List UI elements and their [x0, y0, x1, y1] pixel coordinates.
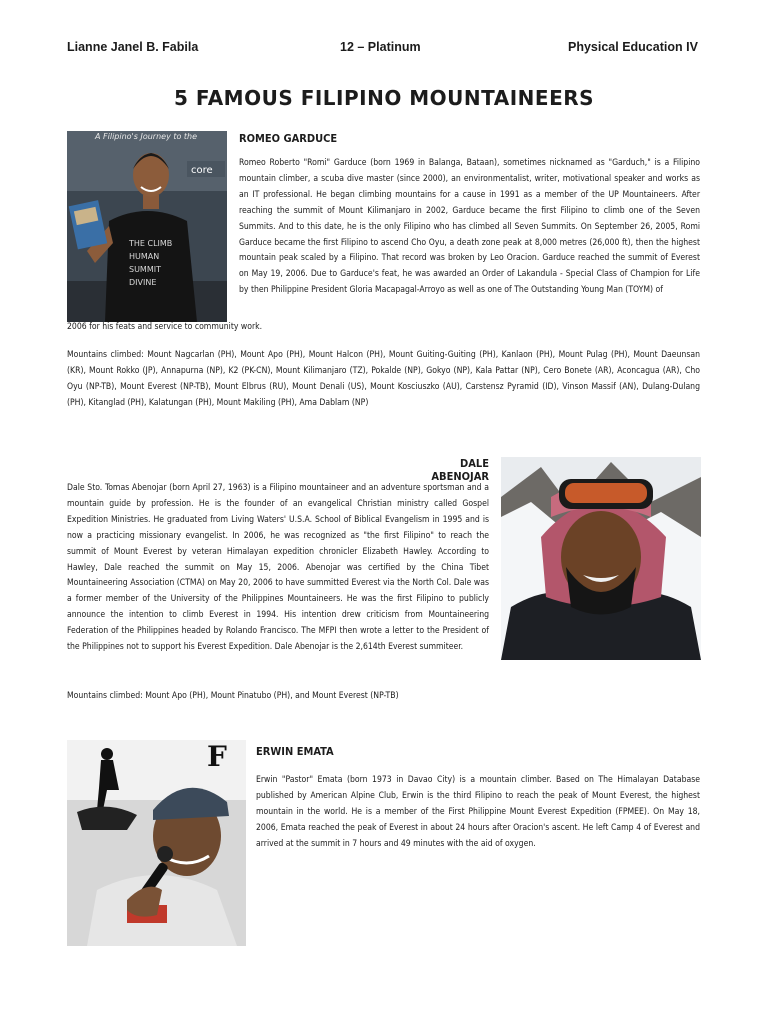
dale-abenojar-name: DALE ABENOJAR — [431, 457, 489, 483]
svg-text:F: F — [207, 740, 227, 773]
romeo-garduce-name: ROMEO GARDUCE — [239, 132, 338, 145]
banner-text: A Filipino's Journey to the — [95, 132, 198, 141]
erwin-emata-name: ERWIN EMATA — [256, 745, 334, 758]
sponsor-logo: core — [191, 165, 213, 176]
header-author: Lianne Janel B. Fabila — [67, 40, 199, 54]
erwin-emata-bio: Erwin "Pastor" Emata (born 1973 in Davao City) is a mountain climber. Based on The Himalayan Database published by American Alpine Club, Erwin is the third Filipino to reach the peak of Mount Everest, the highest mountain in the world. He is a member of the First Philippine Mount Everest Expedition (FPMEE). On May 18, 2006, Emata reached the peak of Everest in about 24 hours after Oracion's ascent. He left Camp 4 of Everest and arrived at the summit in 7 hours and 49 minutes with the aid of oxygen. — [256, 775, 700, 849]
romeo-garduce-bio: Romeo Roberto "Romi" Garduce (born 1969 in Balanga, Bataan), sometimes nicknamed as "Garduch," is a Filipino mountain climber, a scuba dive master (since 2000), an environmentalist, writer, motivational speaker and works as an IT professional. He began climbing mountains for a cause in 1991 as a member of the UP Mountaineers. After reaching the summit of Mount Kilimanjaro in 2002, Garduce became the first Filipino to climb one of the Seven Summits. And to this date, he is the only Filipino who has climbed all Seven Summits. On September 26, 2005, Romi Garduce became the first Filipino to ascend Cho Oyu, a death zone peak at 8,000 metres (26,000 ft), then the highest mountain peak scaled by a Filipino. That record was broken by Leo Oracion. Garduce reached the summit of Everest on May 19, 2006. Due to Garduce's feat, he was awarded an Order of Lakandula - Special Class of Champion for Life by then Philippine President Gloria Macapagal-Arroyo as well as one of The Outstanding Young Man (TOYM) of — [239, 158, 700, 296]
dale-abenojar-photo — [501, 457, 701, 660]
page-title: 5 FAMOUS FILIPINO MOUNTAINEERS — [173, 86, 595, 110]
header-subject: Physical Education IV — [568, 40, 698, 54]
dale-abenojar-bio: Dale Sto. Tomas Abenojar (born April 27, 1963) is a Filipino mountaineer and an adventure sportsman and a mountain guide by profession. He is the founder of an evangelical Christian ministry called Gospel Expedition Ministries. He graduated from Living Waters' U.S.A. School of Biblical Evangelism in 1995 and is now a practicing missionary evangelist. In 2006, he was recognized as "the first Filipino" to reach the summit of Mount Everest by veteran Himalayan expedition chronicler Elizabeth Hawley. According to Hawley, Dale reached the summit on May 15, 2006. Abenojar was certified by the China Tibet Mountaineering Association (CTMA) on May 20, 2006 to have summitted Everest via the North Col. Dale was a former member of the University of the Philippines Mountaineers. He was the first Filipino to publicly announce the intention to climb Everest in 1994. His intention drew criticism from Mountaineering Federation of the Philippines headed by Rolando Francisco. The MFPI then wrote a letter to the President of the Philippines not to support his Everest Expedition. Dale Abenojar is the 2,614th Everest summiteer. — [67, 483, 489, 653]
svg-text:SUMMIT: SUMMIT — [129, 265, 161, 274]
svg-text:HUMAN: HUMAN — [129, 252, 160, 261]
romeo-garduce-bio-end: 2006 for his feats and service to community work. — [67, 322, 263, 332]
svg-text:DIVINE: DIVINE — [129, 278, 157, 287]
header-section: 12 – Platinum — [340, 40, 421, 54]
romeo-garduce-mountains: Mountains climbed: Mount Nagcarlan (PH), Mount Apo (PH), Mount Halcon (PH), Mount Guiting-Guiting (PH), Kanlaon (PH), Mount Pulag (PH), Mount Daeunsan (KR), Mount Rokko (JP), Annapurna (NP), K2 (PK-CN), Mount Kilimanjaro (TZ), Pokalde (NP), Gokyo (NP), Kala Pattar (NP), Cero Bonete (AR), Aconcagua (AR), Cho Oyu (NP-TB), Mount Everest (NP-TB), Mount Elbrus (RU), Mount Denali (US), Mount Kosciuszko (AU), Carstensz Pyramid (ID), Vinson Massif (AN), Dulang-Dulang (PH), Kitanglad (PH), Kalatungan (PH), Mount Makiling (PH), Ama Dablam (NP) — [67, 350, 700, 408]
romeo-garduce-photo — [67, 131, 227, 322]
dale-abenojar-mountains: Mountains climbed: Mount Apo (PH), Mount Pinatubo (PH), and Mount Everest (NP-TB) — [67, 691, 399, 701]
shirt-text: THE CLIMB — [129, 239, 173, 248]
erwin-emata-photo — [67, 740, 246, 946]
